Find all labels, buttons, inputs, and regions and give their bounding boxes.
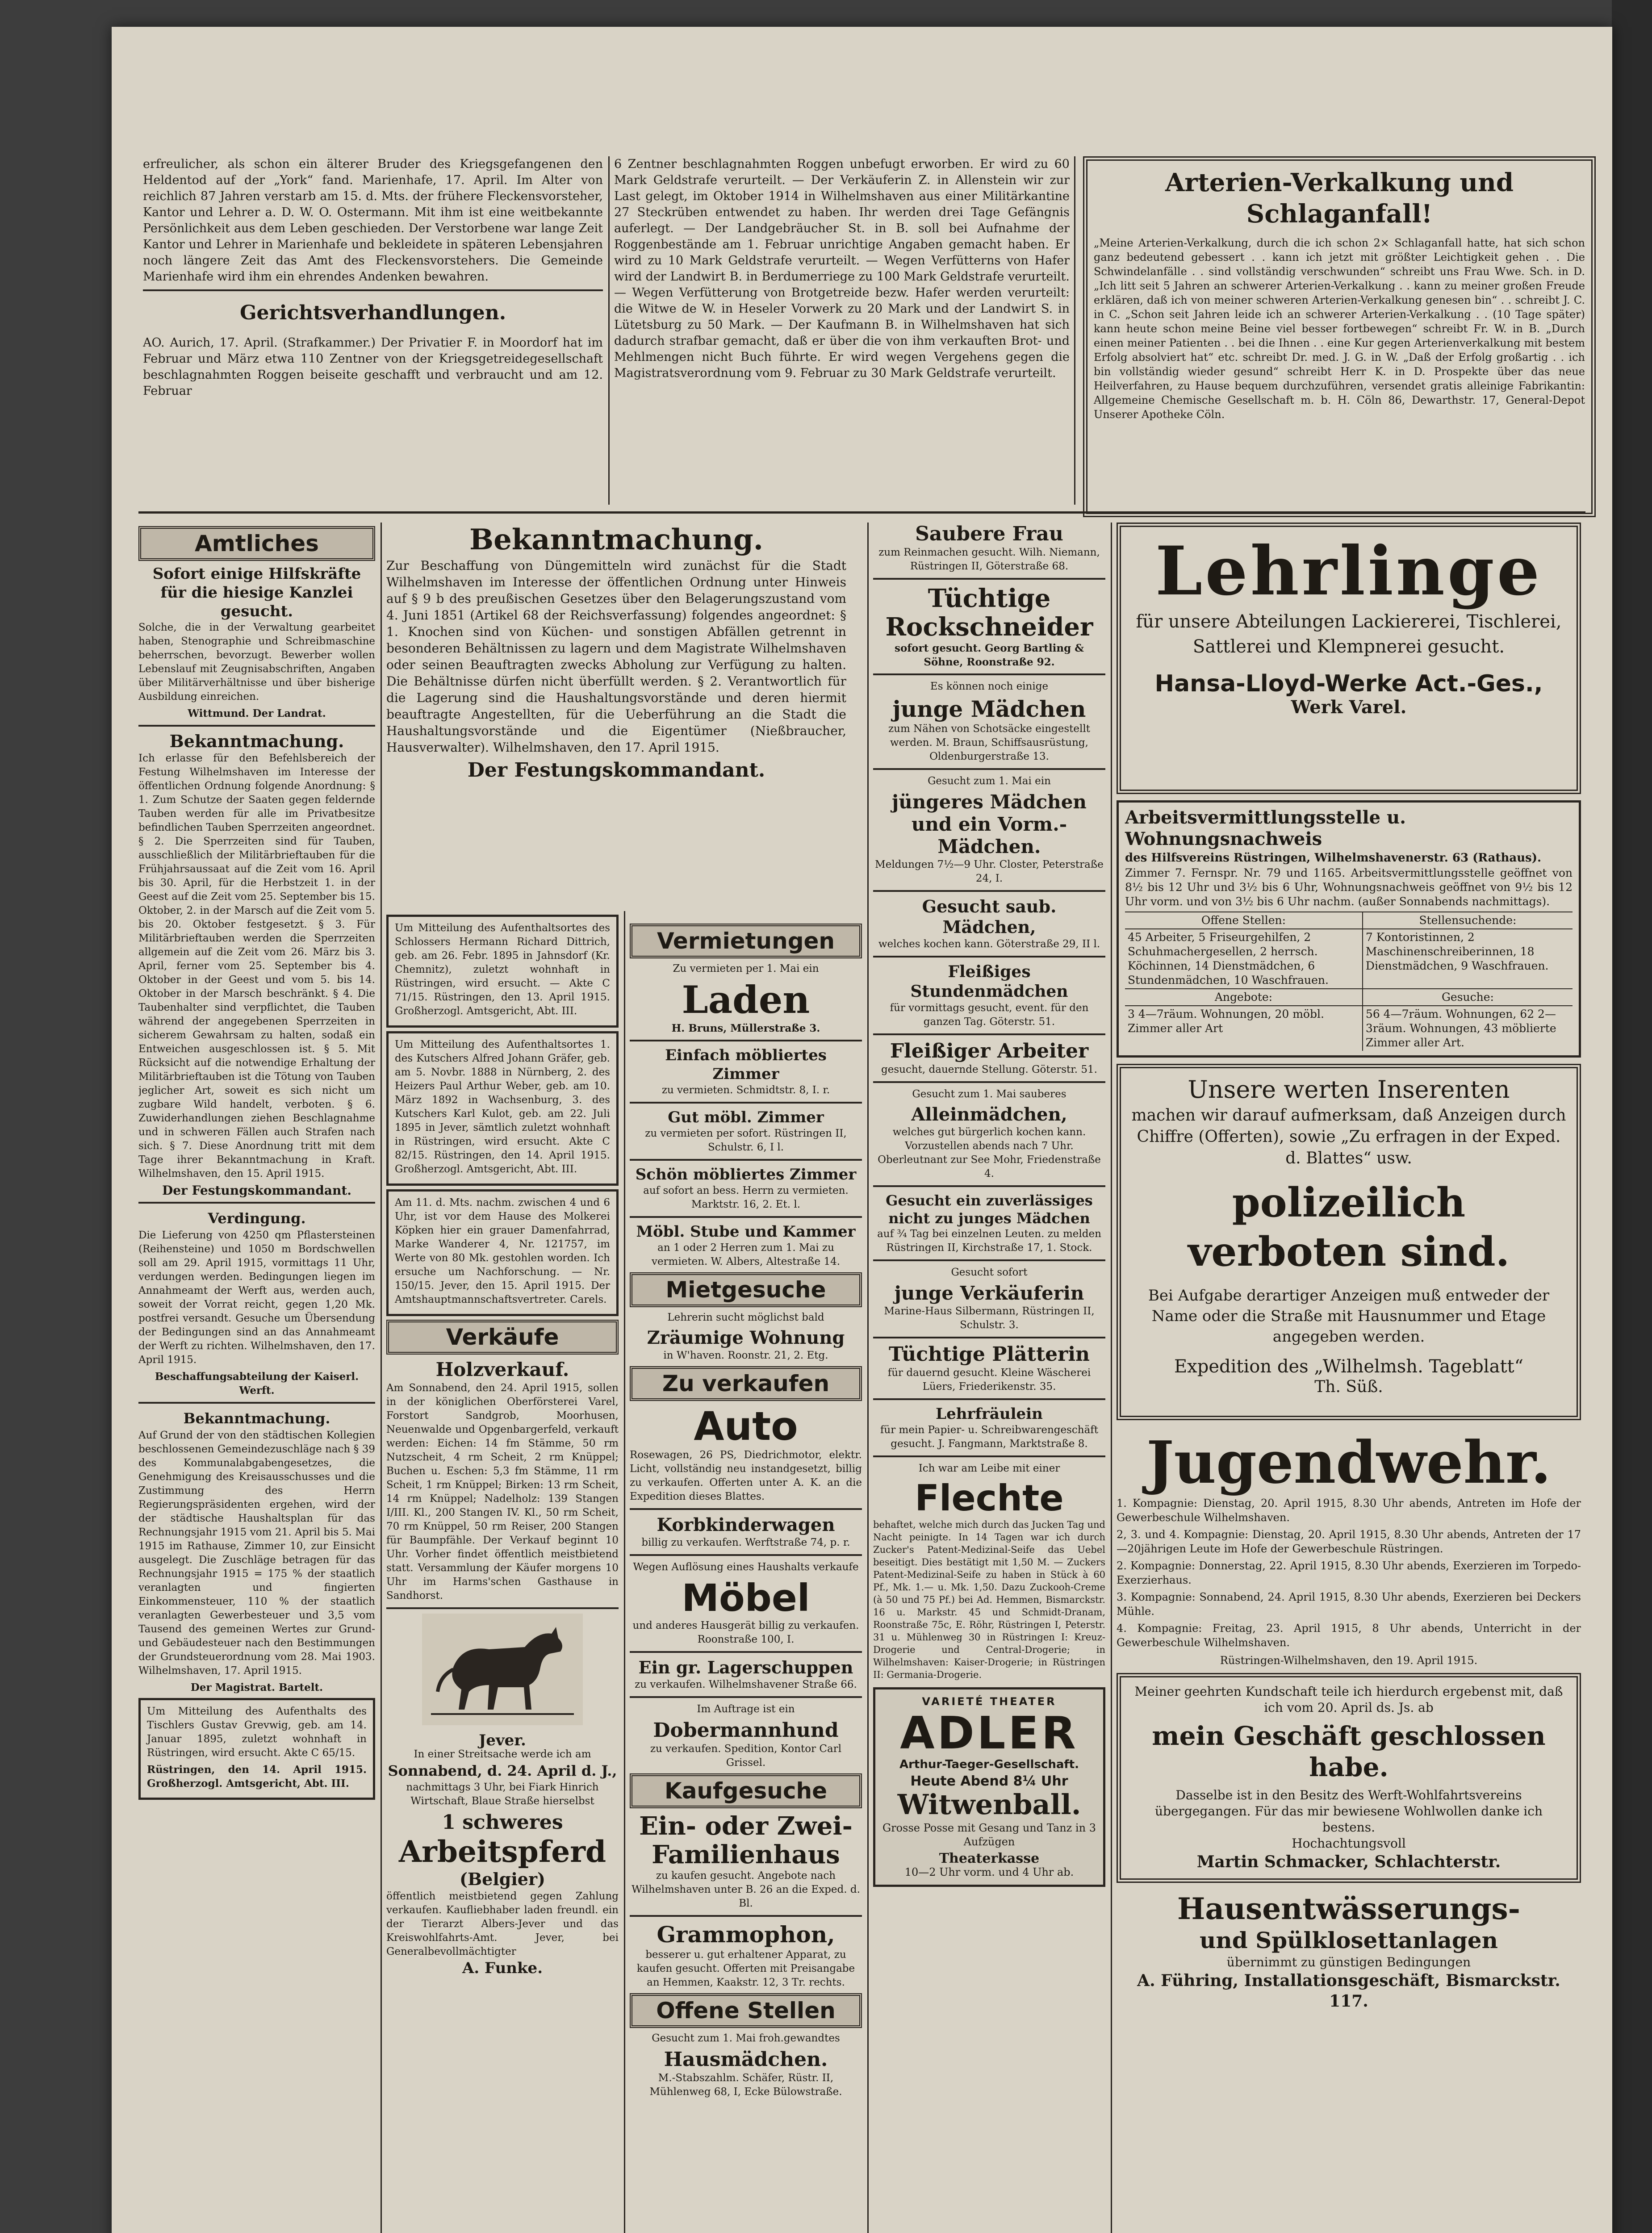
kaufgesuche-label: Kaufgesuche [630,1773,862,1808]
divider [143,289,603,291]
job-title: jüngeres Mädchen und ein Vorm.-Mädchen. [892,791,1087,857]
notice-text: Am 11. d. Mts. nachm. zwischen 4 und 6 Uhr, ist vor dem Hause des Molkerei Köpken hier ein grauer Damenfahrrad, Marke Wanderer 4, Nr. 121757, im Werte von 80 Mk. gestohlen worden. Ich ersuche um Nachforschung. — Nr. 150/15. Jever, den 15. April 1915. Der Amtshauptmannschaftsvertreter. Carels. [395,1197,610,1305]
adler-top: VARIETÉ THEATER [922,1695,1057,1708]
divider [873,1455,1105,1457]
adler-name: ADLER [900,1707,1079,1759]
rental-title: Möbl. Stube und Kammer [636,1223,856,1241]
job-pre: Es können noch einige [930,681,1049,692]
divider [138,1202,375,1204]
geschaeft-sig1: Hochachtungsvoll [1292,1836,1406,1851]
haus-post: M.-Stabszahlm. Schäfer, Rüstr. II, Mühlenweg 68, I, Ecke Bülowstraße. [649,2072,842,2098]
notice-text: Um Mitteilung des Aufenthaltsortes des Schlossers Hermann Richard Dittrich, geb. am 26. Febr. 1895 in Jahnsdorf (Kr. Chemnitz), zuletzt wohnhaft in Rüstringen, wird ersucht. — Akte C 71/15. Rüstringen, den 13. April 1915. Großherzogl. Amtsgericht, Abt. III. [395,922,610,1017]
familienhaus-big: Ein- oder Zwei-Familienhaus [639,1811,853,1869]
arterien-text: „Meine Arterien-Verkalkung, durch die ich schon 2× Schlaganfall hatte, hat sich schon ganz bedeutend gebessert . . kann ich jetzt mit größter Leichtigkeit gehen . . Die Schwindelanfälle . . sind vollständig verschwunden“ schreibt uns Frau Wwe. Sch. in D. „Ich litt seit 5 Jahren an schwerer Arterien-Verkalkung . . kann zu meiner großen Freude erklären, daß ich von meiner schweren Arterien-Verkalkung genesen bin“ . . schreibt J. C. in C. „Schon seit Jahren leide ich an schwerer Arterien-Verkalkung . . (10 Tage später) kann heute schon meine Beine viel besser fortbewegen“ schreibt Fr. W. in B. „Durch einen meiner Patienten . . bei die Ihnen . . eine Kur gegen Arterienverkalkung mit bestem Erfolg absolviert hat“ etc. schreibt Dr. med. J. G. in W. „Daß der Erfolg großartig . . ich bin vollständig wieder gesund“ schreibt Herr K. in D. Prospekte über das neue Heilverfahren, zu Hause bequem durchzuführen, versendet gratis alleinige Fabrikantin: Allgemeine Chemische Gesellschaft m. b. H. Cöln 86, Dewarthstr. 17, General-Depot Unserer Apotheke Cöln. [1094,237,1585,421]
wohn-right: 56 4—7räum. Wohnungen, 62 2—3räum. Wohnungen, 43 möblierte Zimmer aller Art. [1363,1006,1573,1051]
inserenten-sig1: Expedition des „Wilhelmsh. Tageblatt“ [1174,1356,1524,1377]
notice-text: Um Mitteilung des Aufenthaltsortes 1. des Kutschers Alfred Johann Gräfer, geb. am 5. Novbr. 1888 in Nürnberg, 2. des Heizers Paul Arthur Weber, geb. am 10. März 1892 in Wachsenburg, 3. des Kutschers Karl Kulot, geb. am 22. Juli 1895 in Jever, sämtlich zuletzt wohnhaft in Rüstringen, wird ersucht. Akte C 82/15. Rüstringen, den 14. April 1915. Großherzogl. Amtsgericht, Abt. III. [395,1039,610,1175]
job-ad [873,1040,1105,1077]
newspaper-page [112,27,1612,2233]
jugend-row: 3. Kompagnie: Sonnabend, 24. April 1915, 8.30 Uhr abends, Exerzieren bei Deckers Mühle. [1117,1591,1581,1618]
korb-text: billig zu verkaufen. Werftstraße 74, p. r. [641,1537,850,1548]
offene-stellen-label: Offene Stellen [630,1993,862,2028]
job-title: junge Verkäuferin [894,1282,1084,1304]
adler-hours: 10—2 Uhr vorm. und 4 Uhr ab. [904,1866,1074,1878]
divider [630,1651,862,1653]
column-divider [1074,156,1075,505]
auto-text: Rosewagen, 26 PS, Diedrichmotor, elektr. Licht, vollständig neu instandgesetzt, billig zu verkaufen. Offerten unter A. K. an die Expedition dieses Blattes. [630,1449,862,1502]
divider [873,673,1105,675]
geschaeft-text2: Dasselbe ist in den Besitz des Werft-Wohlfahrtsvereins übergegangen. Für das mir bewiesene Wohlwollen danke ich bestens. [1155,1788,1543,1835]
moebel-pre: Wegen Auflösung eines Haushalts verkaufe [633,1561,859,1573]
job-ad [873,523,1105,573]
divider [138,1402,375,1404]
notice-2 [386,1031,619,1186]
flechte-text: behaftet, welche mich durch das Jucken Tag und Nacht peinigte. In 14 Tagen war ich durch Zucker's Patent-Medizinal-Seife das Uebel beseitigt. Dies bestätigt mit 1,50 M. — Zuckers Patent-Medizinal-Seife zu haben in Stück à 60 Pf., Mk. 1.— u. Mk. 1,50. Dazu Zuckooh-Creme (à 50 und 75 Pf.) bei Ad. Hemmen, Bismarckstr. 16 u. Markstr. 45 und Schmidt-Dranam, Roonstraße 75c, E. Röhr, Rüstringen I, Peterstr. 31 u. Mühlenweg 30 in Rüstringen I: Kreuz-Drogerie und Central-Drogerie; in Wilhelmshaven: Kaiser-Drogerie; in Rüstringen II: Germania-Drogerie. [873,1519,1105,1680]
job-title: Alleinmädchen, [911,1104,1067,1125]
local-news-text: erfreulicher, als schon ein älterer Bruder des Kriegsgefangenen den Heldentod auf der „York“ fand. Marienhafe, 17. April. Im Alter von reichlich 87 Jahren verstarb am 15. d. Mts. der frühere Fleckensvorsteher, Kantor und Lehrer a. D. W. O. Ostermann. Mit ihm ist eine weitbekannte Persönlichkeit aus dem Leben geschieden. Der Verstorbene war lange Zeit Kantor und Lehrer in Marienhafe und bekleidete in späteren Lebensjahren noch längere Zeit das Amt des Fleckensvorstehers. Die Gemeinde Marienhafe wird ihm ein ehrendes Andenken bewahren. [143,157,603,284]
bek2-text: Auf Grund der von den städtischen Kollegien beschlossenen Gemeindezuschläge nach § 39 des Kommunalabgabengesetzes, die Genehmigung des Kreisausschusses und die Zustimmung des Herrn Regierungspräsidenten ergehen, wird der der städtische Haushaltsplan für das Rechnungsjahr 1915 vom 21. April bis 5. Mai 1915 im Rathause, Zimmer 10, zur Einsicht ausgelegt. Die Zuschläge betragen für das Rechnungsjahr 1915 = 175 % der staatlich veranlagten und fingierten Einkommensteuer, 110 % der staatlich veranlagten Gewerbesteuer und 3,5 vom Tausend des gemeinen Wertes zur Grund- und Gebäudesteuer nach den Bestimmungen der Grundsteuerordnung vom 28. Mai 1903. Wilhelmshaven, 17. April 1915. [138,1430,375,1677]
divider [386,1607,619,1609]
lehrlinge-big: Lehrlinge [1155,532,1543,611]
divider [630,1554,862,1556]
job-title: junge Mädchen [892,696,1086,722]
hilfskraefte-signature: Wittmund. Der Landrat. [188,707,326,719]
stellen-left: 45 Arbeiter, 5 Friseurgehilfen, 2 Schuhmachergesellen, 2 herrsch. Köchinnen, 14 Dienstmädchen, 6 Stundenmädchen, 10 Waschfrauen. [1128,931,1329,987]
amtliches-label: Amtliches [138,526,375,561]
adler-theater-ad [873,1687,1105,1887]
bek2-signature: Der Magistrat. Bartelt. [190,1681,323,1694]
bek-signature: Der Festungskommandant. [467,759,765,782]
arbeits-text: Zimmer 7. Fernspr. Nr. 79 und 1165. Arbeitsvermittlungsstelle geöffnet von 8½ bis 12 Uhr und 3½ bis 6 Uhr, Wohnungsnachweis geöffnet von 9½ bis 12 Uhr vorm. und von 3½ bis 6 Uhr nachm. (außer Sonnabends nachmittags). [1125,866,1573,908]
pferd-text2: nachmittags 3 Uhr, bei Fiark Hinrich Wirtschaft, Blaue Straße hierselbst [406,1781,599,1807]
stellen-right: 7 Kontoristinnen, 2 Maschinenschreiberinnen, 18 Dienstmädchen, 9 Waschfrauen. [1363,929,1573,989]
inserenten-notice [1117,1064,1581,1420]
schuppen-text: zu verkaufen. Wilhelmshavener Straße 66. [635,1679,857,1690]
job-pre: Gesucht zum 1. Mai sauberes [912,1088,1066,1100]
divider [630,1508,862,1510]
zuverkaufen-label: Zu verkaufen [630,1366,862,1401]
jugend-row: 2, 3. und 4. Kompagnie: Dienstag, 20. April 1915, 8.30 Uhr abends, Antreten der 17—20jährigen Leute im Hofe der Gewerbeschule Rüstringen. [1117,1528,1581,1555]
jugend-row: 1. Kompagnie: Dienstag, 20. April 1915, 8.30 Uhr abends, Antreten im Hofe der Gewerbeschule Wilhelmshaven. [1117,1497,1581,1524]
column-divider [867,523,869,2233]
divider [873,1398,1105,1400]
job-title: Gesucht saub. Mädchen, [922,896,1057,937]
haus-signature: A. Führing, Installationsgeschäft, Bismarckstr. 117. [1137,1971,1560,2011]
flechte-big: Flechte [915,1477,1064,1519]
jugend-row: 2. Kompagnie: Donnerstag, 22. April 1915, 8.30 Uhr abends, Exerzieren im Torpedo-Exerzierhaus. [1117,1560,1581,1586]
inserenten-sig2: Th. Süß. [1314,1378,1383,1396]
rental-title: Gut möbl. Zimmer [668,1108,824,1126]
schuppen-title: Ein gr. Lagerschuppen [638,1657,853,1677]
lehrlinge-text: für unsere Abteilungen Lackiererei, Tischlerei, Sattlerei und Klempnerei gesucht. [1136,611,1562,657]
job-ad [873,962,1105,1029]
dobermann-post: zu verkaufen. Spedition, Kontor Carl Grissel. [650,1743,842,1769]
adler-kasse: Theaterkasse [939,1851,1040,1866]
holz-title: Holzverkauf. [435,1359,569,1380]
divider [630,1216,862,1218]
divider [630,1915,862,1917]
arbeitsvermittlung-box [1117,800,1581,1058]
jugend-title: Jugendwehr. [1146,1428,1551,1497]
auto-big: Auto [694,1403,798,1449]
moebel-post: und anderes Hausgerät billig zu verkaufen. Roonstraße 100, I. [632,1620,859,1645]
mietgesuche-label: Mietgesuche [630,1272,862,1307]
column-divider [608,156,610,505]
job-pre: Gesucht zum 1. Mai ein [928,775,1051,787]
dobermann-pre: Im Auftrage ist ein [697,1703,795,1715]
divider [630,1696,862,1698]
column-a [138,523,375,2233]
job-text: für mein Papier- u. Schreibwarengeschäft gesucht. J. Fangmann, Marktstraße 8. [880,1424,1099,1450]
job-text: zum Nähen von Schotsäcke eingestellt werden. M. Braun, Schiffsausrüstung, Oldenburgerstraße 13. [888,723,1090,762]
job-title: Fleißiges Stundenmädchen [910,962,1068,1001]
arterien-title: Arterien-Verkalkung und Schlaganfall! [1165,168,1514,229]
column-divider [624,911,625,2233]
rental-title: Einfach möbliertes Zimmer [665,1046,827,1083]
familienhaus-text: zu kaufen gesucht. Angebote nach Wilhelmshaven unter B. 26 an die Exped. d. Bl. [632,1870,860,1909]
nachlass-notice [138,1698,375,1800]
page-edge-shadow [1612,0,1652,2233]
korb-title: Korbkinderwagen [657,1514,835,1535]
divider [630,1040,862,1041]
court-continued-text: 6 Zentner beschlagnahmten Roggen unbefugt erworben. Er wird zu 60 Mark Geldstrafe verurteilt. — Der Verkäuferin Z. in Allenstein wir zur Last gelegt, im Oktober 1914 in Wilhelmshaven aus einer Militärkantine 27 Steckrüben entwendet zu haben. Ihr werden drei Tage Gefängnis auferlegt. — Der Landgebräucher St. in B. soll bei Aufnahme der Roggenbestände am 1. Februar unrichtige Angaben gemacht haben. Er wird zu 10 Mark Geldstrafe verurteilt. — Wegen Verfütterns von Hafer wird der Landwirt B. in Berdumerriege zu 100 Mark Geldstrafe verurteilt. — Wegen Verfütterung von Brotgetreide bezw. Hafer werden verurteilt: die Witwe de W. in Heseler Vorwerk zu 20 Mark und der Landwirt S. in Lütetsburg zu 50 Mark. — Der Kaufmann B. in Wilhelmshaven hat sich dadurch strafbar gemacht, daß er über die von ihm verkauften Brot- und Mehlmengen nicht Buch führte. Er wird wegen Vergehens gegen die Magistratsverordnung vom 9. Februar zu 30 Mark Geldstrafe verurteilt. [614,157,1070,380]
arterien-ad [1083,156,1596,517]
horse-illustration [386,1614,619,1729]
mietgesuch-text: Lehrerin sucht möglichst bald [667,1312,824,1323]
hilfskraefte-text: Solche, die in der Verwaltung gearbeitet haben, Stenographie und Schreibmaschine beherrschen, bevorzugt. Bewerber wollen Lebenslauf mit Zeugnisabschriften, Angaben über Militärverhältnisse und über bisherige Ausbildung einreichen. [138,622,375,703]
verkaeufe-label: Verkäufe [386,1320,619,1355]
job-text: für vormittags gesucht, event. für den ganzen Tag. Göterstr. 51. [890,1002,1089,1028]
job-text: für dauernd gesucht. Kleine Wäscherei Lüers, Friederikenstr. 35. [887,1367,1091,1392]
job-ad [873,1266,1105,1332]
divider [873,890,1105,892]
job-text: welches kochen kann. Göterstraße 29, II l. [878,938,1100,950]
haus-pre: Gesucht zum 1. Mai froh.gewandtes [652,2032,840,2044]
geschaeft-text: Meiner geehrten Kundschaft teile ich hierdurch ergebenst mit, daß ich vom 20. April ds. Js. ab [1134,1684,1563,1715]
rental-text: zu vermieten per sofort. Rüstringen II, Schulstr. 6, I l. [645,1128,847,1153]
job-title: Gesucht ein zuverlässiges nicht zu junges Mädchen [886,1192,1093,1227]
stellen-table [1125,912,1573,1051]
rental-ad [630,1108,862,1154]
hausentwaesserung-ad [1117,1891,1581,2011]
column-divider [1111,523,1112,2233]
job-title: Lehrfräulein [936,1405,1043,1423]
mietgesuch-post: in W'haven. Roonstr. 21, 2. Etg. [663,1350,828,1361]
job-text: auf ¾ Tag bei einzelnen Leuten. zu melden Rüstringen II, Kirchstraße 17, 1. Stock. [877,1228,1101,1254]
verdingung-title: Verdingung. [208,1210,306,1227]
pferd-text3: öffentlich meistbietend gegen Zahlung verkaufen. Kaufliebhaber laden freundl. ein der Tierarzt Albers-Jever und das Kreiswohlfahrts-Amt. Jever, bei Generalbevollmächtigter [386,1890,619,1957]
gericht-text: AO. Aurich, 17. April. (Strafkammer.) Der Privatier F. in Moordorf hat im Februar und März etwa 110 Zentner von der Kriegsgetreidegesellschaft beschlagnahmten Roggen beiseite geschafft und verbraucht und am 12. Februar [143,336,603,398]
column-d [630,920,862,2233]
bek2-title: Bekanntmachung. [183,1410,330,1427]
moebel-big: Möbel [682,1576,810,1620]
inserenten-text: machen wir darauf aufmerksam, daß Anzeigen durch Chiffre (Offerten), sowie „Zu erfragen in der Exped. d. Blattes“ usw. [1131,1106,1566,1167]
job-ad [873,896,1105,951]
adler-sub: Grosse Posse mit Gesang und Tanz in 3 Aufzügen [882,1822,1096,1848]
pferd-signature: A. Funke. [462,1959,543,1977]
inserenten-title: Unsere werten Inserenten [1188,1075,1510,1104]
job-text: welches gut bürgerlich kochen kann. Vorzustellen abends nach 7 Uhr. Oberleutnant zur See Mohr, Friedenstraße 4. [878,1126,1101,1179]
job-ad [873,1343,1105,1394]
rental-title: Schön möbliertes Zimmer [635,1166,857,1183]
holz-text: Am Sonnabend, den 24. April 1915, sollen in der königlichen Oberförsterei Varel, Forstort Sandgrob, Moorhusen, Neuenwalde und Opgenbargerfeld, verkauft werden: Eichen: 14 fm Stämme, 50 rm Nutzscheit, 4 rm Scheit, 2 rm Knüppel; Buchen u. Eschen: 5,3 fm Stämme, 11 rm Scheit, 1 rm Knüppel; Birken: 13 rm Scheit, 14 rm Knüppel; Nadelholz: 139 Stangen I/III. Kl., 200 Stangen IV. Kl., 50 rm Scheit, 70 rm Knüppel, 50 rm Reiser, 200 Stangen für Baumpfähle. Der Verkauf beginnt 10 Uhr. Vorher findet öffentlich meistbietend statt. Versammlung der Käufer morgens 10 Uhr im Harms'schen Gasthause in Sandhorst. [386,1382,619,1602]
nachlass-signature: Rüstringen, den 14. April 1915. Großherzogl. Amtsgericht, Abt. III. [147,1764,367,1790]
job-text: sofort gesucht. Georg Bartling & Söhne, Roonstraße 92. [895,642,1084,668]
rental-ad [630,1165,862,1212]
divider [630,1102,862,1104]
gericht-title: Gerichtsverhandlungen. [239,301,506,324]
arbeits-sub: des Hilfsvereins Rüstringen, Wilhelmshavenerstr. 63 (Rathaus). [1125,851,1542,865]
job-ad [873,1087,1105,1181]
divider [873,1185,1105,1187]
job-title: Tüchtige Plätterin [888,1343,1090,1366]
pferd-place: Jever. [479,1731,526,1749]
rental-text: auf sofort an bess. Herrn zu vermieten. Marktstr. 16, 2. Et. l. [643,1185,849,1210]
column-e [873,523,1105,2233]
haus-text: übernimmt zu günstigen Bedingungen [1226,1955,1471,1970]
pferd-big2: Arbeitspferd [398,1834,606,1869]
divider [873,578,1105,580]
divider [873,1259,1105,1261]
stellen-header: Offene Stellen: [1125,912,1363,929]
job-text: zum Reinmachen gesucht. Wilh. Niemann, Rüstringen II, Göterstraße 68. [878,547,1100,572]
verdingung-text: Die Lieferung von 4250 qm Pflastersteinen (Reihensteine) und 1050 m Bordschwellen soll am 29. April 1915, vormittags 11 Uhr, verdungen werden. Bedingungen liegen im Annahmeamt der Werft aus, werden auch, soweit der Vorrat reicht, gegen 1,20 Mk. postfrei versandt. Gesuche um Übersendung der Bedingungen sind an das Annahmeamt der Werft zu richten. Wilhelmshaven, den 17. April 1915. [138,1229,375,1366]
divider [630,1159,862,1161]
job-text: Meldungen 7½—9 Uhr. Closter, Peterstraße 24, I. [875,859,1104,884]
hilfskraefte-title: Sofort einige Hilfskräfte für die hiesige Kanzlei gesucht. [152,565,361,620]
jugendwehr-notice [1117,1429,1581,1668]
job-title: Saubere Frau [915,523,1063,545]
pferd-big3: (Belgier) [460,1869,545,1889]
geschaeft-notice [1117,1673,1581,1883]
pferd-big1: 1 schweres [442,1811,563,1834]
top-col-1 [143,156,603,523]
job-ad [873,1405,1105,1451]
adler-company: Arthur-Taeger-Gesellschaft. [899,1758,1079,1771]
job-ad [873,1192,1105,1255]
divider [138,725,375,727]
haus-big2: und Spülklosettanlagen [1200,1927,1498,1953]
mietgesuch-big: Zräumige Wohnung [647,1327,845,1348]
column-f [1117,523,1581,2233]
job-ad [873,774,1105,886]
rental-ad [630,1046,862,1097]
nachlass-text: Um Mitteilung des Aufenthalts des Tischlers Gustav Grevwig, geb. am 14. Januar 1895, zuletzt wohnhaft in Rüstringen, wird ersucht. Akte C 65/15. [147,1706,367,1759]
haus-big: Hausentwässerungs- [1177,1891,1521,1926]
bek-text: Zur Beschaffung von Düngemitteln wird zunächst für die Stadt Wilhelmshaven im Interesse der öffentlichen Ordnung unter Hinweis auf § 9 b des preußischen Gesetzes über den Belagerungszustand vom 4. Juni 1851 (Artikel 68 der Reichsverfassung) folgendes angeordnet: § 1. Knochen sind von Küchen- und sonstigen Abfällen getrennt in besonderen Behältnissen zu lagern und dem Magistrate Wilhelmshaven oder seinen Beauftragten zwecks Abholung zur Verfügung zu halten. Die Behältnisse dürfen nicht überfüllt werden. § 2. Verantwortlich für die Lagerung sind die Haushaltungsvorstände und deren hiermit beauftragte Angestellten, für die Ueberführung an die Stadt die Haushaltungsvorstände und die Eigentümer (Nießbraucher, Hausverwalter). Wilhelmshaven, den 17. April 1915. [386,558,846,755]
job-text: gesucht, dauernde Stellung. Göterstr. 51. [881,1064,1097,1075]
pferd-date: Sonnabend, d. 24. April d. J., [388,1762,617,1779]
bek1-title: Bekanntmachung. [169,731,344,751]
bek1-text: Ich erlasse für den Befehlsbereich der Festung Wilhelmshaven im Interesse der öffentlichen Ordnung folgende Anordnung: § 1. Zum Schutze der Saaten gegen feldernde Tauben werden für alle im Privatbesitze befindlichen Tauben Sperrzeiten angeordnet. § 2. Die Sperrzeiten sind für Tauben, ausschließlich der Militärbrieftauben für die Frühjahrsaussaat auf die Zeit vom 16. April bis 30. April, für die Herbstzeit 1. in der Geest auf die Zeit vom 25. September bis 15. Oktober, 2. in der Marsch auf die Zeit vom 5. bis 20. Oktober festgesetzt. § 3. Für Militärbrieftauben werden die Sperrzeiten allgemein auf die Zeit vom 26. März bis 3. April, ferner vom 25. September bis 4. Oktober in der Geest und vom 5. bis 14. Oktober in der Marsch beschränkt. § 4. Die Taubenhalter sind verpflichtet, die Tauben während der angegebenen Sperrzeiten in sicherem Gewahrsam zu halten, sodaß ein Entweichen ausgeschlossen ist. § 5. Mit Rücksicht auf die notwendige Erhaltung der Militärbrieftauben ist die Tötung von Tauben jeglicher Art, soweit es sich nicht um zugbare Wild handelt, verboten. § 6. Zuwiderhandlungen ziehen Beschlagnahme und in schweren Fällen auch Strafen nach sich. § 7. Diese Anordnung tritt mit dem Tage ihrer Bekanntmachung in Kraft. Wilhelmshaven, den 15. April 1915. [138,753,375,1179]
inserenten-text2: Bei Aufgabe derartiger Anzeigen muß entweder der Name oder die Straße mit Hausnummer und Etage angegeben werden. [1148,1287,1550,1346]
laden-post: H. Bruns, Müllerstraße 3. [671,1022,820,1034]
divider [873,1081,1105,1083]
stellen-header: Stellensuchende: [1363,912,1573,929]
column-c [386,911,619,2233]
horse-icon [422,1614,583,1725]
notice-3 [386,1189,619,1316]
lehrlinge-werk: Werk Varel. [1291,697,1407,718]
top-col-2 [614,156,1070,514]
job-title: Tüchtige Rockschneider [885,584,1093,642]
jugend-signature: Rüstringen-Wilhelmshaven, den 19. April 1915. [1220,1654,1478,1667]
wohn-header: Gesuche: [1363,989,1573,1006]
wohn-header: Angebote: [1125,989,1363,1006]
column-divider [381,523,382,2233]
flechte-pre: Ich war am Leibe mit einer [918,1463,1060,1474]
horizontal-rule [138,511,1585,514]
grammophon-big: Grammophon, [657,1921,835,1948]
adler-tonight: Heute Abend 8¼ Uhr [910,1773,1068,1789]
arbeits-title: Arbeitsvermittlungsstelle u. Wohnungsnachweis [1125,807,1406,849]
jugend-row: 4. Kompagnie: Freitag, 23. April 1915, 8 Uhr abends, Unterricht in der Gewerbeschule Wilhelmshaven. [1117,1622,1581,1649]
rental-ad [630,1222,862,1269]
job-text: Marine-Haus Silbermann, Rüstringen II, Schulstr. 3. [884,1305,1095,1331]
geschaeft-big: mein Geschäft geschlossen habe. [1152,1721,1546,1782]
inserenten-big: polizeilich verboten sind. [1188,1179,1510,1275]
dobermann-big: Dobermannhund [653,1719,839,1742]
divider [873,956,1105,958]
geschaeft-sig2: Martin Schmacker, Schlachterstr. [1196,1852,1501,1871]
vermietungen-label: Vermietungen [630,924,862,958]
laden-big: Laden [682,978,810,1022]
haus-big: Hausmädchen. [664,2048,828,2071]
pferd-text1: In einer Streitsache werde ich am [414,1748,591,1760]
job-ad [873,680,1105,764]
bek-title: Bekanntmachung. [469,523,764,556]
lehrlinge-company: Hansa-Lloyd-Werke Act.-Ges., [1154,670,1543,697]
rental-text: an 1 oder 2 Herren zum 1. Mai zu vermieten. W. Albers, Altestraße 14. [651,1242,841,1267]
job-title: Fleißiger Arbeiter [890,1040,1089,1062]
notice-1 [386,915,619,1028]
verdingung-signature: Beschaffungsabteilung der Kaiserl. Werft. [155,1371,359,1397]
grammophon-text: besserer u. gut erhaltener Apparat, zu kaufen gesucht. Offerten mit Preisangabe an Hemmen, Kaakstr. 12, 3 Tr. rechts. [636,1949,855,1988]
lehrlinge-ad [1117,523,1581,794]
wohn-left: 3 4—7räum. Wohnungen, 20 möbl. Zimmer aller Art [1128,1008,1324,1035]
divider [873,1033,1105,1035]
adler-show: Witwenball. [897,1788,1081,1821]
column-b-bekanntmachung [386,523,846,924]
job-ad [873,584,1105,669]
job-pre: Gesucht sofort [951,1267,1028,1278]
divider [873,1337,1105,1338]
laden-pre: Zu vermieten per 1. Mai ein [673,963,819,974]
divider [873,768,1105,770]
rental-text: zu vermieten. Schmidtstr. 8, I. r. [661,1084,830,1096]
bek1-signature: Der Festungskommandant. [162,1183,352,1198]
